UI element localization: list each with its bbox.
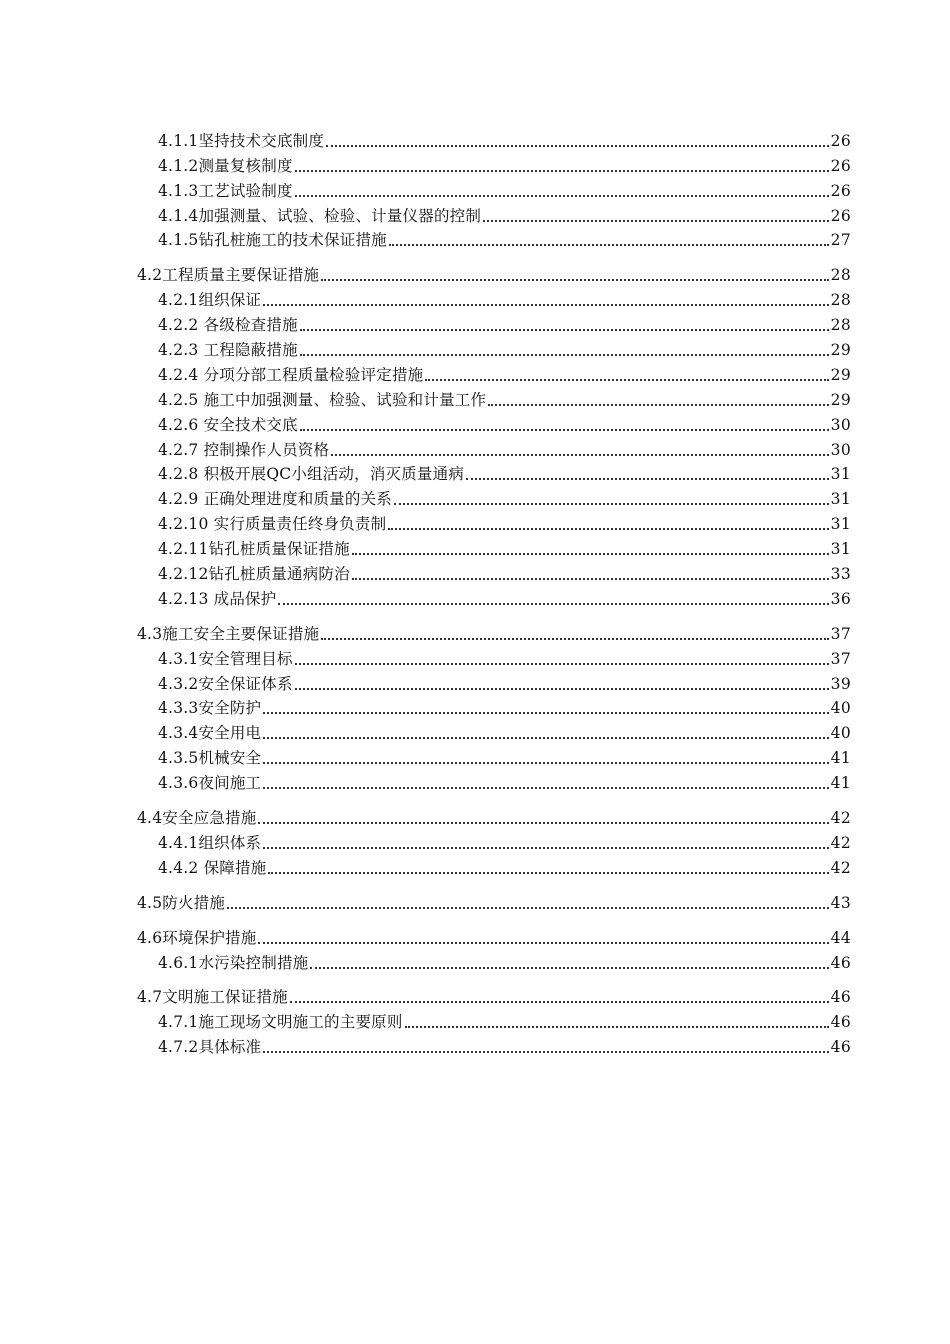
dot-leader	[394, 502, 829, 505]
toc-subsection-entry[interactable]	[158, 151, 851, 176]
toc-page-number: 27	[830, 231, 851, 250]
dot-leader	[227, 906, 829, 909]
toc-subsection-entry[interactable]	[158, 201, 851, 226]
toc-subsection-entry[interactable]	[158, 1007, 851, 1032]
toc-entry-label: 4.4安全应急措施	[137, 809, 257, 828]
toc-page-number: 29	[830, 365, 851, 384]
toc-page-number: 46	[830, 1013, 851, 1032]
toc-entry-label: 4.2.7 控制操作人员资格	[158, 440, 330, 459]
dot-leader	[263, 761, 828, 764]
toc-entry-label: 4.1.5钻孔桩施工的技术保证措施	[158, 231, 387, 250]
dot-leader	[483, 219, 829, 222]
toc-page-number: 30	[830, 415, 851, 434]
toc-page-number: 42	[830, 809, 851, 828]
toc-section-entry[interactable]	[137, 619, 851, 644]
dot-leader	[258, 821, 828, 824]
toc-page-number: 29	[830, 390, 851, 409]
toc-entry-label: 4.7.1施工现场文明施工的主要原则	[158, 1013, 403, 1032]
toc-entry-label: 4.2.6 安全技术交底	[158, 415, 298, 434]
toc-entry-label: 4.2.13 成品保护	[158, 589, 277, 608]
toc-entry-label: 4.5防火措施	[137, 893, 226, 912]
toc-page-number: 46	[830, 988, 851, 1007]
dot-leader	[263, 1050, 828, 1053]
toc-page-number: 33	[830, 565, 851, 584]
toc-subsection-entry[interactable]	[158, 310, 851, 335]
toc-section-entry[interactable]	[137, 888, 851, 913]
dot-leader	[466, 477, 829, 480]
toc-subsection-entry[interactable]	[158, 768, 851, 793]
toc-page-number: 31	[830, 515, 851, 534]
toc-page-number: 29	[830, 341, 851, 360]
toc-page-number: 40	[830, 699, 851, 718]
toc-subsection-entry[interactable]	[158, 335, 851, 360]
dot-leader	[263, 786, 828, 789]
toc-page-number: 46	[830, 953, 851, 972]
dot-leader	[295, 169, 829, 172]
dot-leader	[488, 403, 829, 406]
toc-page-number: 31	[830, 465, 851, 484]
toc-entry-label: 4.2.3 工程隐蔽措施	[158, 341, 298, 360]
dot-leader	[425, 378, 828, 381]
toc-page-number: 28	[830, 291, 851, 310]
toc-entry-label: 4.4.2 保障措施	[158, 858, 267, 877]
toc-subsection-entry[interactable]	[158, 584, 851, 609]
toc-page-number: 31	[830, 490, 851, 509]
toc-subsection-entry[interactable]	[158, 669, 851, 694]
toc-page-number: 28	[830, 266, 851, 285]
dot-leader	[300, 428, 829, 431]
toc-subsection-entry[interactable]	[158, 360, 851, 385]
toc-entry-label: 4.3.5机械安全	[158, 749, 262, 768]
toc-entry-label: 4.3施工安全主要保证措施	[137, 624, 320, 643]
dot-leader	[278, 602, 828, 605]
toc-page-number: 46	[830, 1038, 851, 1057]
toc-entry-label: 4.7文明施工保证措施	[137, 988, 288, 1007]
toc-page-number: 28	[830, 316, 851, 335]
dot-leader	[263, 711, 828, 714]
toc-entry-label: 4.2.10 实行质量责任终身负责制	[158, 515, 387, 534]
dot-leader	[321, 278, 828, 281]
toc-page-number: 40	[830, 724, 851, 743]
dot-leader	[405, 1025, 829, 1028]
toc-subsection-entry[interactable]	[158, 509, 851, 534]
dot-leader	[352, 577, 829, 580]
dot-leader	[326, 144, 829, 147]
toc-page-number: 30	[830, 440, 851, 459]
toc-entry-label: 4.6环境保护措施	[137, 928, 257, 947]
toc-page-number: 41	[830, 749, 851, 768]
toc-subsection-entry[interactable]	[158, 718, 851, 743]
toc-subsection-entry[interactable]	[158, 285, 851, 310]
dot-leader	[352, 552, 829, 555]
toc-subsection-entry[interactable]	[158, 828, 851, 853]
dot-leader	[300, 353, 829, 356]
toc-subsection-entry[interactable]	[158, 694, 851, 719]
toc-entry-label: 4.3.6夜间施工	[158, 774, 262, 793]
toc-entry-label: 4.2.8 积极开展QC小组活动，消灭质量通病	[158, 465, 465, 484]
toc-page-number: 26	[830, 156, 851, 175]
dot-leader	[290, 1000, 829, 1003]
toc-entry-label: 4.2.2 各级检查措施	[158, 316, 298, 335]
toc-entry-label: 4.2工程质量主要保证措施	[137, 266, 320, 285]
toc-entry-label: 4.3.1安全管理目标	[158, 649, 293, 668]
toc-subsection-entry[interactable]	[158, 1032, 851, 1057]
toc-section-entry[interactable]	[137, 923, 851, 948]
toc-page-number: 42	[830, 833, 851, 852]
dot-leader	[268, 871, 828, 874]
toc-section-entry[interactable]	[137, 803, 851, 828]
dot-leader	[295, 662, 829, 665]
toc-page-number: 39	[830, 674, 851, 693]
toc-page-number: 44	[830, 928, 851, 947]
toc-subsection-entry[interactable]	[158, 435, 851, 460]
toc-subsection-entry[interactable]	[158, 534, 851, 559]
toc-entry-label: 4.4.1组织体系	[158, 833, 262, 852]
dot-leader	[295, 194, 829, 197]
toc-subsection-entry[interactable]	[158, 126, 851, 151]
dot-leader	[321, 637, 828, 640]
dot-leader	[295, 687, 829, 690]
toc-section-entry[interactable]	[137, 983, 851, 1008]
toc-page-number: 37	[830, 624, 851, 643]
toc-page-number: 43	[830, 893, 851, 912]
toc-entry-label: 4.1.1坚持技术交底制度	[158, 131, 325, 150]
toc-subsection-entry[interactable]	[158, 460, 851, 485]
toc-subsection-entry[interactable]	[158, 385, 851, 410]
toc-subsection-entry[interactable]	[158, 559, 851, 584]
toc-entry-label: 4.2.1组织保证	[158, 291, 262, 310]
toc-page-number: 42	[830, 858, 851, 877]
toc-subsection-entry[interactable]	[158, 853, 851, 878]
toc-subsection-entry[interactable]	[158, 176, 851, 201]
dot-leader	[263, 736, 828, 739]
toc-subsection-entry[interactable]	[158, 644, 851, 669]
toc-page-number: 26	[830, 181, 851, 200]
dot-leader	[389, 243, 829, 246]
toc-entry-label: 4.1.4加强测量、试验、检验、计量仪器的控制	[158, 206, 482, 225]
toc-subsection-entry[interactable]	[158, 484, 851, 509]
dot-leader	[263, 846, 828, 849]
toc-entry-label: 4.3.3安全防护	[158, 699, 262, 718]
toc-entry-label: 4.6.1水污染控制措施	[158, 953, 309, 972]
toc-entry-label: 4.1.3工艺试验制度	[158, 181, 293, 200]
toc-page-number: 31	[830, 540, 851, 559]
toc-section-entry[interactable]	[137, 260, 851, 285]
toc-entry-label: 4.3.4安全用电	[158, 724, 262, 743]
toc-entry-label: 4.3.2安全保证体系	[158, 674, 293, 693]
toc-entry-label: 4.2.12钻孔桩质量通病防治	[158, 565, 350, 584]
toc-entry-label: 4.2.5 施工中加强测量、检验、试验和计量工作	[158, 390, 487, 409]
table-of-contents	[0, 126, 950, 1057]
dot-leader	[263, 303, 828, 306]
dot-leader	[388, 527, 828, 530]
toc-page-number: 41	[830, 774, 851, 793]
toc-page-number: 26	[830, 206, 851, 225]
toc-entry-label: 4.2.9 正确处理进度和质量的关系	[158, 490, 392, 509]
toc-subsection-entry[interactable]	[158, 410, 851, 435]
toc-entry-label: 4.2.11钻孔桩质量保证措施	[158, 540, 350, 559]
toc-subsection-entry[interactable]	[158, 743, 851, 768]
toc-page-number: 36	[830, 589, 851, 608]
dot-leader	[300, 328, 829, 331]
toc-subsection-entry[interactable]	[158, 226, 851, 251]
dot-leader	[258, 941, 828, 944]
dot-leader	[310, 966, 828, 969]
toc-page-number: 37	[830, 649, 851, 668]
toc-entry-label: 4.2.4 分项分部工程质量检验评定措施	[158, 365, 424, 384]
dot-leader	[331, 453, 829, 456]
toc-entry-label: 4.1.2测量复核制度	[158, 156, 293, 175]
toc-subsection-entry[interactable]	[158, 948, 851, 973]
toc-page-number: 26	[830, 131, 851, 150]
toc-entry-label: 4.7.2具体标准	[158, 1038, 262, 1057]
